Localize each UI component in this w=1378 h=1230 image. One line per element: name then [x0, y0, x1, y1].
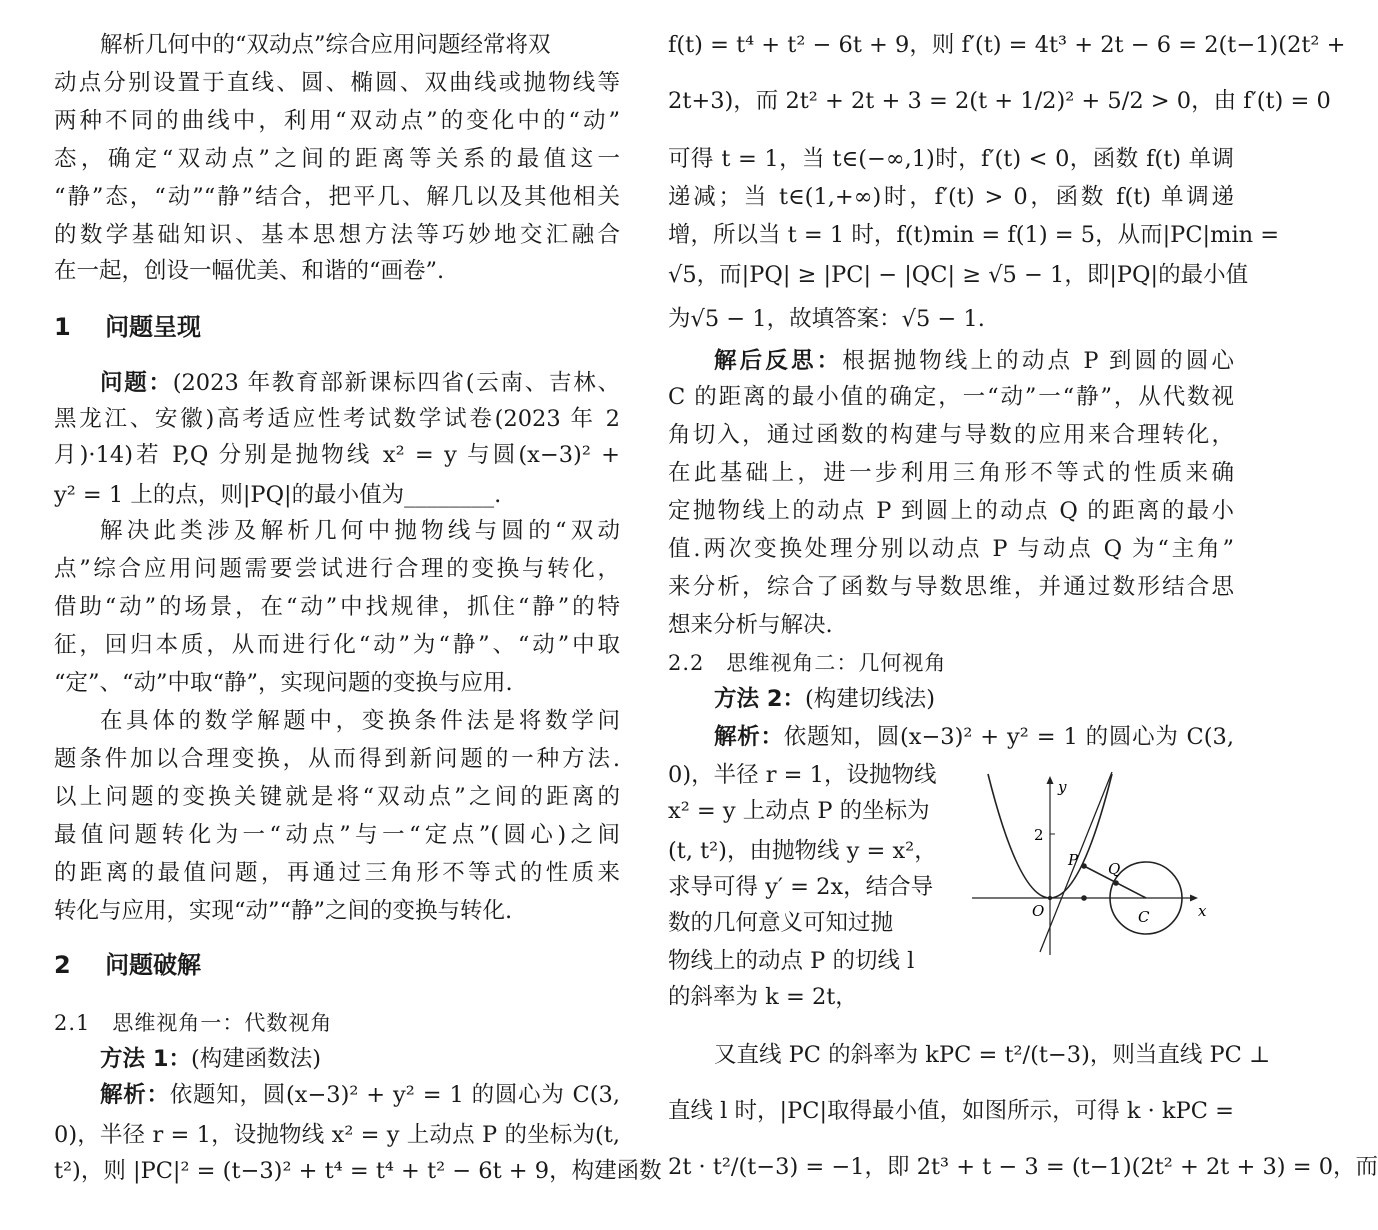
- analysis-label: 解析：: [714, 724, 784, 750]
- para-line: 题条件加以合理变换，从而得到新问题的一种方法.: [54, 746, 620, 772]
- para-line: 的距离的最值问题，再通过三角形不等式的性质来: [54, 860, 620, 886]
- solution-line: 为√5 − 1，故填答案：√5 − 1.: [668, 306, 985, 332]
- para-line: 借助“动”的场景，在“动”中找规律，抓住“静”的特: [54, 594, 620, 620]
- reflection-line: C 的距离的最小值的确定，一“动”一“静”，从代数视: [668, 384, 1234, 410]
- point-c-label: C: [1138, 908, 1150, 926]
- solution-line: 可得 t = 1，当 t∈(−∞,1)时，f′(t) < 0，函数 f(t) 单调: [668, 146, 1234, 172]
- para-line: 点”综合应用问题需要尝试进行合理的变换与转化，: [54, 556, 620, 582]
- intro-line: 在一起，创设一幅优美、和谐的“画卷”.: [54, 258, 445, 284]
- section-title: 问题破解: [105, 951, 202, 979]
- method-1-line: [54, 1044, 620, 1074]
- section-number: 1: [54, 313, 71, 341]
- subsection-2-1: 2.1 思维视角一：代数视角: [54, 1011, 333, 1035]
- solution-line: f(t) = t⁴ + t² − 6t + 9，则 f′(t) = 4t³ + 2t − 6 = 2(t−1)(2t² +: [668, 32, 1346, 58]
- analysis-line: 0)，半径 r = 1，设抛物线 x² = y 上动点 P 的坐标为(t,: [54, 1122, 620, 1148]
- solution-line: 2t+3)，而 2t² + 2t + 3 = 2(t + 1/2)² + 5/2 > 0，由 f′(t) = 0: [668, 88, 1331, 114]
- point-q-dot: [1113, 880, 1119, 886]
- axis-dot: [1081, 895, 1087, 901]
- analysis-text: 依题知，圆(x−3)² + y² = 1 的圆心为 C(3,: [169, 1082, 620, 1108]
- intro-line: 动点分别设置于直线、圆、椭圆、双曲线或抛物线等: [54, 70, 620, 96]
- reflection-line: 来分析，综合了函数与导数思维，并通过数形结合思: [668, 574, 1234, 600]
- analysis-line: 物线上的动点 P 的切线 l: [668, 948, 915, 974]
- para-line: “定”、“动”中取“静”，实现问题的变换与应用.: [54, 670, 513, 696]
- analysis-line: 0)，半径 r = 1，设抛物线: [668, 762, 937, 788]
- problem-label: 问题：: [100, 370, 173, 396]
- section-number: 2: [54, 951, 71, 979]
- reflection-line: 值.两次变换处理分别以动点 P 与动点 Q 为“主角”: [668, 536, 1234, 562]
- analysis-line: x² = y 上动点 P 的坐标为: [668, 798, 930, 824]
- problem-line: 黑龙江、安徽)高考适应性考试数学试卷(2023 年 2: [54, 406, 620, 432]
- method-label: 方法 2：: [714, 686, 805, 712]
- para-line: 最值问题转化为一“动点”与一“定点”(圆心)之间: [54, 822, 620, 848]
- formula-line: 2t · t²/(t−3) = −1，即 2t³ + t − 3 = (t−1)(2t² + 2t + 3) = 0，而: [668, 1154, 1378, 1180]
- reflection-line: 角切入，通过函数的构建与导数的应用来合理转化，: [668, 422, 1234, 448]
- analysis-line: 求导可得 y′ = 2x，结合导: [668, 874, 934, 900]
- problem-text: (2023 年教育部新课标四省(云南、吉林、: [172, 370, 620, 396]
- intro-line: 解析几何中的“双动点”综合应用问题经常将双: [100, 32, 551, 58]
- origin-dot: [1048, 896, 1052, 900]
- analysis-line: (t, t²)，由抛物线 y = x²，: [668, 838, 937, 864]
- analysis-line: t²)，则 |PC|² = (t−3)² + t⁴ = t⁴ + t² − 6t + 9，构建函数: [54, 1158, 662, 1184]
- formula-line: 直线 l 时，|PC|取得最小值，如图所示，可得 k · kPC =: [668, 1098, 1234, 1124]
- method-2-line: [668, 684, 1234, 714]
- analysis-text: 依题知，圆(x−3)² + y² = 1 的圆心为 C(3,: [783, 724, 1234, 750]
- method-text: (构建函数法): [191, 1046, 322, 1072]
- solution-line: √5，而|PQ| ≥ |PC| − |QC| ≥ √5 − 1，即|PQ|的最小值: [668, 262, 1249, 288]
- section-title: 问题呈现: [105, 313, 202, 341]
- analysis-line: 的斜率为 k = 2t，: [668, 984, 858, 1010]
- y-tick-label: 2: [1034, 826, 1044, 844]
- reflection-line: 定抛物线上的动点 P 到圆上的动点 Q 的距离的最小: [668, 498, 1234, 524]
- solution-line: 递减；当 t∈(1,+∞)时，f′(t) > 0，函数 f(t) 单调递: [668, 184, 1234, 210]
- analysis-line: [54, 1080, 620, 1110]
- section-1-heading: [54, 312, 201, 342]
- intro-line: “静”态，“动”“静”结合，把平几、解几以及其他相关: [54, 184, 620, 210]
- analysis-line: [668, 722, 1234, 752]
- point-q-label: Q: [1108, 860, 1121, 878]
- para-line: 征，回归本质，从而进行化“动”为“静”、“动”中取: [54, 632, 620, 658]
- solution-line: 增，所以当 t = 1 时，f(t)min = f(1) = 5，从而|PC|min =: [668, 222, 1280, 248]
- problem-line: 月)·14)若 P,Q 分别是抛物线 x² = y 与圆(x−3)² +: [54, 442, 620, 468]
- problem-line: y² = 1 上的点，则|PQ|的最小值为________.: [54, 482, 502, 508]
- reflection-line: [668, 346, 1234, 376]
- reflection-line: 在此基础上，进一步利用三角形不等式的性质来确: [668, 460, 1234, 486]
- reflection-line: 想来分析与解决.: [668, 612, 833, 638]
- para-line: 转化与应用，实现“动”“静”之间的变换与转化.: [54, 898, 513, 924]
- analysis-label: 解析：: [100, 1082, 170, 1108]
- point-p-label: P: [1068, 851, 1079, 869]
- intro-line: 两种不同的曲线中，利用“双动点”的变化中的“动”: [54, 108, 620, 134]
- method-label: 方法 1：: [100, 1046, 191, 1072]
- para-line: 在具体的数学解题中，变换条件法是将数学问: [100, 708, 620, 734]
- y-axis-label: y: [1058, 778, 1067, 796]
- intro-line: 的数学基础知识、基本思想方法等巧妙地交汇融合: [54, 222, 620, 248]
- parabola-circle-figure: [962, 770, 1212, 960]
- subsection-2-2: 2.2 思维视角二：几何视角: [668, 651, 947, 675]
- formula-line: 又直线 PC 的斜率为 kPC = t²/(t−3)，则当直线 PC ⊥: [714, 1042, 1271, 1068]
- point-p-dot: [1081, 863, 1087, 869]
- analysis-line: 数的几何意义可知过抛: [668, 910, 894, 936]
- para-line: 以上问题的变换关键就是将“双动点”之间的距离的: [54, 784, 620, 810]
- reflection-label: 解后反思：: [714, 348, 843, 374]
- method-text: (构建切线法): [805, 686, 936, 712]
- problem-line: [54, 368, 620, 398]
- section-2-heading: [54, 950, 201, 980]
- origin-label: O: [1032, 902, 1045, 920]
- para-line: 解决此类涉及解析几何中抛物线与圆的“双动: [100, 518, 620, 544]
- x-axis-label: x: [1198, 902, 1207, 920]
- x-axis-arrow: [1190, 895, 1198, 902]
- reflection-text: 根据抛物线上的动点 P 到圆的圆心: [842, 348, 1234, 374]
- y-axis-arrow: [1047, 776, 1054, 784]
- intro-line: 态，确定“双动点”之间的距离等关系的最值这一: [54, 146, 620, 172]
